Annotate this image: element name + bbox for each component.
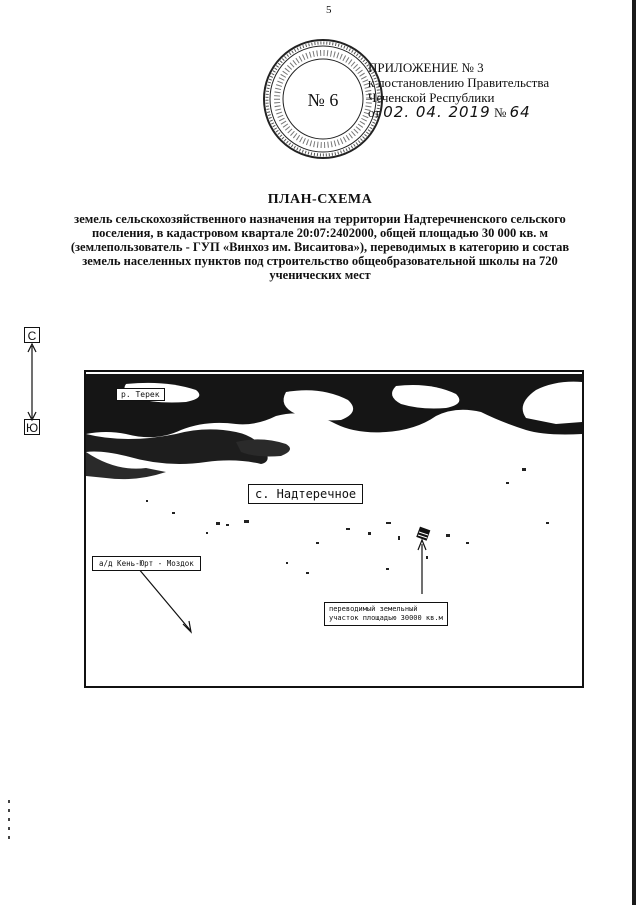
appendix-block [368, 60, 598, 120]
appendix-date-prefix: от [368, 105, 381, 120]
scan-specks [8, 800, 10, 840]
river-label: р. Терек [116, 388, 165, 401]
appendix-title: ПРИЛОЖЕНИЕ № 3 [368, 60, 484, 75]
compass-arrow-icon [22, 342, 42, 422]
map-drawing [86, 372, 582, 686]
number-sign: № [493, 105, 507, 120]
scan-edge-shadow [632, 0, 636, 905]
land-plot-label-line2: участок площадью 30000 кв.м [329, 614, 443, 622]
road-label: а/д Кень-Юрт - Моздок [92, 556, 201, 571]
page-number: 5 [326, 4, 332, 16]
appendix-line2: Чеченской Республики [368, 90, 495, 105]
official-seal [262, 38, 384, 160]
appendix-date-line [368, 105, 598, 120]
map-scheme [84, 370, 584, 688]
compass-south-label: Ю [25, 421, 39, 435]
handwritten-number: 64 [509, 103, 531, 121]
land-plot-label [324, 602, 448, 626]
village-label: с. Надтеречное [248, 484, 363, 504]
compass-north-label: С [24, 327, 40, 343]
handwritten-date: 02. 04. 2019 [383, 103, 491, 121]
seal-number: № 6 [307, 90, 339, 110]
document-title: ПЛАН-СХЕМА [267, 192, 373, 207]
land-plot-marker [416, 527, 430, 541]
document-description: земель сельскохозяйственного назначения на территории Надтеречненского сельского поселения, в кадастровом квартале 20:07:2402000, общей площадью 30 000 кв. м (землепользователь - ГУП «Винхоз им. Висаитова»), переводимых в категорию и состав земель населенных пунктов под строительство общеобразовательной школы на 720 ученических мест [70, 212, 570, 282]
land-plot-label-line1: переводимый земельный [329, 605, 418, 613]
appendix-line1: к постановлению Правительства [368, 75, 550, 90]
